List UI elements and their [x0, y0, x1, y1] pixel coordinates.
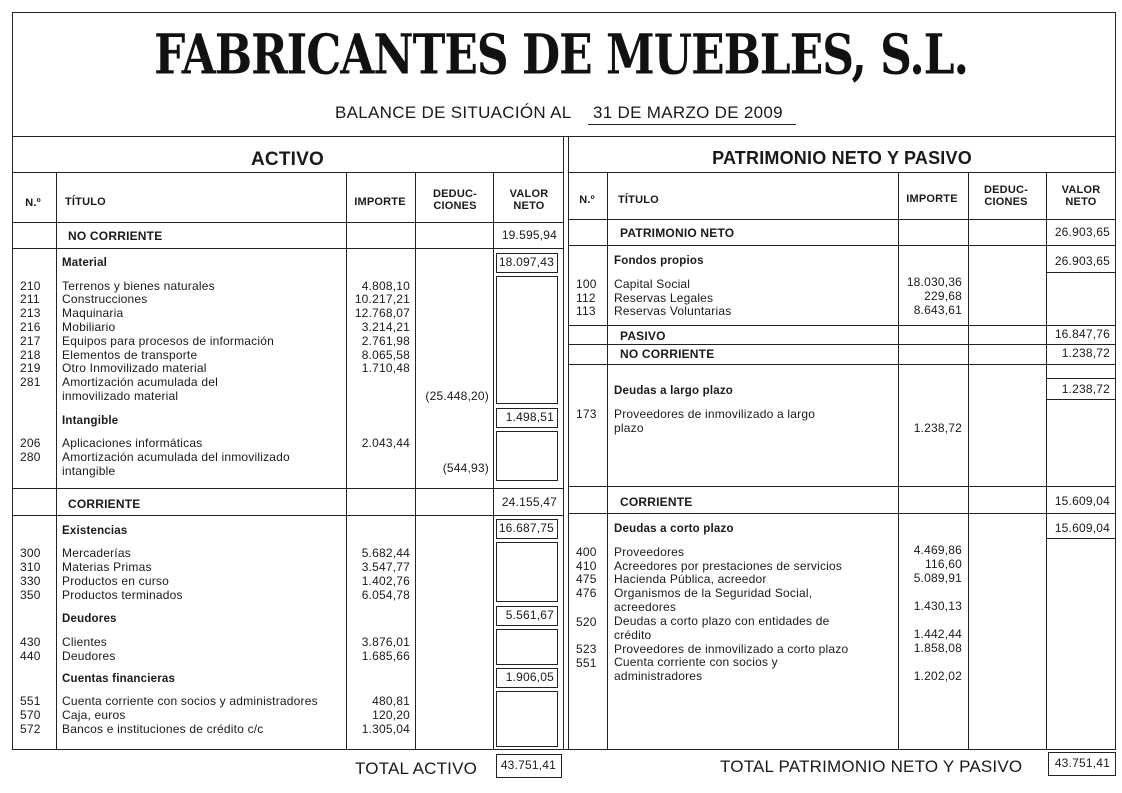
balance-date: 31 DE MARZO DE 2009 — [593, 103, 783, 122]
list-item-n: 112 — [576, 291, 596, 305]
corriente-label: CORRIENTE — [68, 497, 141, 511]
company-name: FABRICANTES DE MUEBLES, S.L. — [154, 23, 968, 88]
list-item-n: 280 — [20, 450, 41, 464]
list-item-deduccion: (25.448,20) — [425, 389, 489, 403]
list-item-n: 400 — [576, 545, 597, 559]
cuentas-valor: 1.906,05 — [505, 670, 554, 684]
list-item-n: 300 — [20, 546, 41, 560]
deudores-label: Deudores — [62, 613, 117, 625]
list-item-title: Deudores — [62, 649, 116, 663]
deudas-cp-valor: 15.609,04 — [1054, 521, 1110, 535]
list-item-n: 410 — [576, 559, 597, 573]
list-item-title: Organismos de la Seguridad Social, — [614, 586, 813, 600]
patrimonio-valor: 26.903,65 — [1054, 225, 1110, 239]
list-item-n: 218 — [20, 348, 41, 362]
list-item-title: Bancos e instituciones de crédito c/c — [62, 722, 264, 736]
date-underline — [588, 124, 796, 125]
pasivo-valor: 16.847,76 — [1054, 327, 1110, 341]
deudas-lp-valor: 1.238,72 — [1061, 382, 1110, 396]
list-item-importe: 12.768,07 — [354, 306, 410, 320]
col-titulo: TÍTULO — [65, 196, 106, 208]
existencias-label: Existencias — [62, 525, 128, 537]
list-item-importe: 1.238,72 — [913, 421, 962, 435]
col-valor: VALOR NETO — [509, 188, 549, 212]
no-corriente-label: NO CORRIENTE — [620, 347, 715, 361]
list-item-title: Aplicaciones informáticas — [62, 436, 203, 450]
intangible-label: Intangible — [62, 415, 119, 427]
list-item-importe: 1.710,48 — [361, 361, 410, 375]
deudores-valor: 5.561,67 — [505, 608, 554, 622]
activo-title: ACTIVO — [251, 149, 324, 170]
list-item-importe: 229,68 — [924, 289, 962, 303]
list-item-importe: 2.761,98 — [361, 334, 410, 348]
list-item-n: 173 — [576, 407, 597, 421]
deudas-cp-label: Deudas a corto plazo — [614, 523, 734, 535]
total-pasivo-label: TOTAL PATRIMONIO NETO Y PASIVO — [720, 757, 1023, 776]
list-item-deduccion: (544,93) — [442, 461, 489, 475]
list-item-importe: 1.305,04 — [361, 722, 410, 736]
corriente-valor: 24.155,47 — [501, 495, 557, 509]
list-item-title-cont: intangible — [62, 464, 116, 478]
list-item-importe: 4.808,10 — [361, 279, 410, 293]
list-item-n: 440 — [20, 649, 41, 663]
list-item-n: 310 — [20, 560, 41, 574]
existencias-valor-column-box — [496, 542, 558, 602]
list-item-title: Reservas Voluntarias — [614, 304, 732, 318]
list-item-title: Maquinaria — [62, 306, 124, 320]
list-item-title: Proveedores de inmovilizado a largo — [614, 407, 816, 421]
list-item-n: 520 — [576, 615, 597, 629]
total-pasivo-valor: 43.751,41 — [1054, 756, 1110, 770]
list-item-title: Productos terminados — [62, 588, 183, 602]
list-item-importe: 1.685,66 — [361, 649, 410, 663]
list-item-n: 213 — [20, 306, 41, 320]
list-item-importe: 4.469,86 — [913, 543, 962, 557]
list-item-importe: 8.065,58 — [361, 348, 410, 362]
list-item-title: Materias Primas — [62, 560, 152, 574]
corriente-valor: 15.609,04 — [1054, 494, 1110, 508]
list-item-n: 551 — [576, 656, 597, 670]
list-item-n: 219 — [20, 361, 41, 375]
list-item-n: 217 — [20, 334, 41, 348]
list-item-title: Mobiliario — [62, 320, 116, 334]
corriente-label: CORRIENTE — [620, 495, 693, 509]
list-item-title: Acreedores por prestaciones de servicios — [614, 559, 843, 573]
no-corriente-valor: 1.238,72 — [1061, 346, 1110, 360]
list-item-title: Proveedores de inmovilizado a corto plazo — [614, 642, 849, 656]
cuentas-label: Cuentas financieras — [62, 673, 176, 685]
intangible-valor: 1.498,51 — [505, 410, 554, 424]
list-item-importe: 120,20 — [372, 708, 410, 722]
list-item-importe: 1.442,44 — [913, 627, 962, 641]
col-valor: VALOR NETO — [1061, 184, 1101, 208]
list-item-n: 523 — [576, 642, 597, 656]
list-item-title: Capital Social — [614, 277, 691, 291]
list-item-title: Cuenta corriente con socios y administradores — [62, 694, 318, 708]
list-item-title-cont: administradores — [614, 669, 703, 683]
list-item-n: 350 — [20, 588, 41, 602]
list-item-title: Deudas a corto plazo con entidades de — [614, 614, 830, 628]
fondos-valor: 26.903,65 — [1054, 254, 1110, 268]
deudores-valor-column-box — [496, 629, 558, 665]
list-item-importe: 1.402,76 — [361, 574, 410, 588]
list-item-title: Hacienda Pública, acreedor — [614, 572, 767, 586]
list-item-importe: 18.030,36 — [906, 275, 962, 289]
material-label: Material — [62, 257, 108, 269]
list-item-n: 210 — [20, 279, 41, 293]
list-item-title: Construcciones — [62, 292, 148, 306]
list-item-title: Proveedores — [614, 545, 685, 559]
pasivo-title: PATRIMONIO NETO Y PASIVO — [712, 148, 972, 168]
list-item-importe: 1.430,13 — [913, 599, 962, 613]
list-item-title: Mercaderías — [62, 546, 131, 560]
list-item-importe: 2.043,44 — [361, 436, 410, 450]
list-item-n: 430 — [20, 635, 41, 649]
total-activo-valor: 43.751,41 — [500, 758, 556, 772]
col-n: N.º — [579, 194, 595, 206]
list-item-title: Productos en curso — [62, 574, 169, 588]
balance-subtitle: BALANCE DE SITUACIÓN AL — [335, 103, 572, 122]
existencias-valor: 16.687,75 — [498, 521, 554, 535]
list-item-title-cont: inmovilizado material — [62, 389, 179, 403]
list-item-title: Cuenta corriente con socios y — [614, 655, 778, 669]
list-item-title: Reservas Legales — [614, 291, 714, 305]
header-divider — [12, 136, 1116, 137]
total-activo-label: TOTAL ACTIVO — [355, 759, 478, 778]
col-n: N.º — [25, 197, 41, 209]
list-item-importe: 1.202,02 — [913, 669, 962, 683]
list-item-title: Amortización acumulada del — [62, 375, 218, 389]
list-item-title: Amortización acumulada del inmovilizado — [62, 450, 290, 464]
no-corriente-valor: 19.595,94 — [501, 228, 557, 242]
list-item-importe: 480,81 — [372, 694, 410, 708]
list-item-n: 206 — [20, 436, 41, 450]
intangible-valor-column-box — [496, 431, 558, 481]
list-item-importe: 5.089,91 — [913, 571, 962, 585]
patrimonio-label: PATRIMONIO NETO — [620, 226, 735, 240]
list-item-importe: 3.876,01 — [361, 635, 410, 649]
list-item-n: 475 — [576, 572, 597, 586]
list-item-importe: 3.547,77 — [361, 560, 410, 574]
list-item-n: 100 — [576, 277, 597, 291]
col-deducciones: DEDUC- CIONES — [433, 188, 477, 212]
list-item-importe: 6.054,78 — [361, 588, 410, 602]
list-item-n: 551 — [20, 694, 41, 708]
list-item-importe: 10.217,21 — [354, 292, 410, 306]
list-item-n: 113 — [576, 304, 596, 318]
col-titulo: TÍTULO — [618, 194, 659, 206]
list-item-importe: 116,60 — [924, 557, 962, 571]
list-item-title: Terrenos y bienes naturales — [62, 279, 215, 293]
fondos-label: Fondos propios — [614, 255, 704, 267]
deudas-lp-label: Deudas a largo plazo — [614, 385, 734, 397]
list-item-importe: 3.214,21 — [361, 320, 410, 334]
list-item-n: 570 — [20, 708, 41, 722]
cuentas-valor-column-box — [496, 691, 558, 747]
material-valor-column-box — [496, 276, 558, 404]
list-item-title-cont: crédito — [614, 628, 652, 642]
material-valor: 18.097,43 — [498, 255, 554, 269]
list-item-n: 476 — [576, 586, 597, 600]
list-item-title: Otro Inmovilizado material — [62, 361, 207, 375]
list-item-importe: 1.858,08 — [913, 641, 962, 655]
list-item-title: Caja, euros — [62, 708, 126, 722]
col-importe: IMPORTE — [354, 196, 406, 208]
list-item-n: 281 — [20, 375, 41, 389]
list-item-title: Equipos para procesos de información — [62, 334, 274, 348]
list-item-title-cont: acreedores — [614, 600, 677, 614]
col-importe: IMPORTE — [906, 193, 958, 205]
list-item-n: 572 — [20, 722, 41, 736]
list-item-title: Elementos de transporte — [62, 348, 198, 362]
no-corriente-label: NO CORRIENTE — [68, 229, 163, 243]
list-item-importe: 8.643,61 — [913, 303, 962, 317]
list-item-title-cont: plazo — [614, 421, 644, 435]
list-item-n: 330 — [20, 574, 41, 588]
list-item-n: 216 — [20, 320, 41, 334]
pasivo-label: PASIVO — [620, 329, 666, 343]
list-item-importe: 5.682,44 — [361, 546, 410, 560]
list-item-title: Clientes — [62, 635, 107, 649]
col-deducciones: DEDUC- CIONES — [984, 184, 1028, 208]
list-item-n: 211 — [20, 292, 40, 306]
